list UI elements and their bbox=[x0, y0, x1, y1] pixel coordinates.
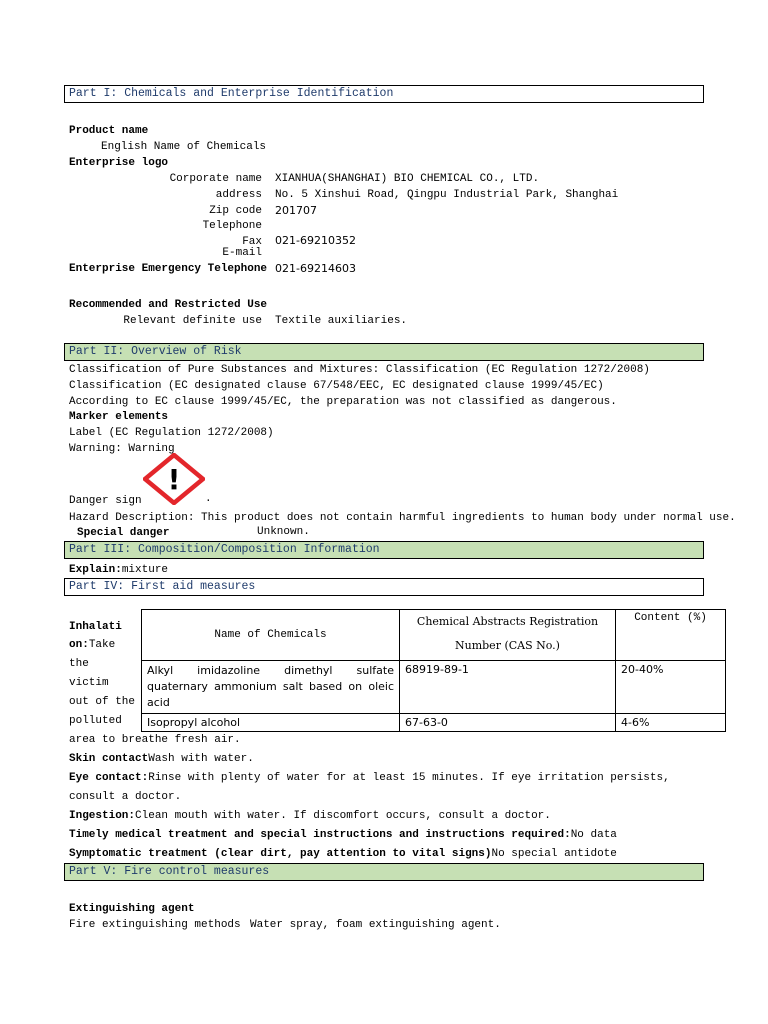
extinguishing-methods-label: Fire extinguishing methods bbox=[69, 919, 241, 931]
symptomatic-line bbox=[69, 847, 617, 861]
composition-table bbox=[141, 609, 726, 732]
section-header-part5: Part V: Fire control measures bbox=[64, 863, 704, 881]
table-row bbox=[142, 661, 726, 714]
row-2-name: Isopropyl alcohol bbox=[142, 714, 400, 732]
eye-contact-line-2: consult a doctor. bbox=[69, 791, 182, 803]
label-regulation-line: Label (EC Regulation 1272/2008) bbox=[69, 427, 274, 439]
zip-label: Zip code bbox=[209, 205, 262, 217]
section-header-part4: Part IV: First aid measures bbox=[64, 578, 704, 596]
row-1-content: 20-40% bbox=[616, 661, 726, 714]
hazard-exclamation-glyph: ! bbox=[167, 463, 181, 496]
special-danger-label: Special danger bbox=[77, 527, 170, 539]
fax-label: Fax bbox=[242, 236, 262, 248]
classification-line-3: According to EC clause 1999/45/EC, the preparation was not classified as dangerous. bbox=[69, 396, 617, 408]
classification-line-1: Classification of Pure Substances and Mixtures: Classification (EC Regulation 1272/2008) bbox=[69, 364, 650, 376]
warning-line: Warning: Warning bbox=[69, 443, 175, 455]
corporate-name-value: XIANHUA(SHANGHAI) BIO CHEMICAL CO., LTD. bbox=[275, 173, 540, 185]
header-cas-line-1: Chemical Abstracts Registration bbox=[416, 615, 599, 628]
ingestion-line bbox=[69, 809, 551, 823]
explain-value: mixture bbox=[121, 564, 169, 576]
inhalation-label-tail: on: bbox=[69, 639, 89, 651]
fax-value: 021-69210352 bbox=[275, 234, 356, 247]
inhalation-line-2-text: Take bbox=[88, 639, 116, 651]
relevant-use-label: Relevant definite use bbox=[123, 315, 262, 327]
row-2-content: 4-6% bbox=[616, 714, 726, 732]
row-1-name: Alkyl imidazoline dimethyl sulfate quaternary ammonium salt based on oleic acid bbox=[142, 661, 400, 714]
header-cas-line-2: Number (CAS No.) bbox=[455, 639, 560, 652]
skin-contact-label: Skin contact bbox=[69, 753, 149, 765]
table-row bbox=[142, 714, 726, 732]
relevant-use-value: Textile auxiliaries. bbox=[275, 315, 408, 327]
skin-contact-line bbox=[69, 752, 254, 766]
product-name-label: Product name bbox=[69, 125, 149, 137]
email-label: E-mail bbox=[222, 247, 262, 259]
recommended-label: Recommended and Restricted Use bbox=[69, 299, 268, 311]
marker-elements-label: Marker elements bbox=[69, 411, 169, 423]
header-content: Content (%) bbox=[616, 610, 726, 661]
inhalation-line-5: out of the bbox=[69, 696, 136, 708]
inhalation-line-4: victim bbox=[69, 677, 109, 689]
english-name-label: English Name of Chemicals bbox=[101, 141, 267, 153]
extinguishing-agent-label: Extinguishing agent bbox=[69, 903, 195, 915]
inhalation-line-6: polluted bbox=[69, 715, 122, 727]
row-2-cas: 67-63-0 bbox=[400, 714, 616, 732]
extinguishing-methods-value: Water spray, foam extinguishing agent. bbox=[250, 919, 501, 931]
hazard-description: Hazard Description: This product does not contain harmful ingredients to human body under normal use. bbox=[69, 512, 736, 524]
explain-line bbox=[69, 563, 168, 577]
emergency-label: Enterprise Emergency Telephone bbox=[69, 263, 268, 275]
telephone-label: Telephone bbox=[202, 220, 262, 232]
timely-treatment-line bbox=[69, 828, 617, 842]
classification-line-2: Classification (EC designated clause 67/548/EEC, EC designated clause 1999/45/EC) bbox=[69, 380, 604, 392]
address-value: No. 5 Xinshui Road, Qingpu Industrial Park, Shanghai bbox=[275, 189, 619, 201]
section-header-part3: Part III: Composition/Composition Information bbox=[64, 541, 704, 559]
inhalation-tail: area to breathe fresh air. bbox=[69, 734, 241, 746]
section-header-part2: Part II: Overview of Risk bbox=[64, 343, 704, 361]
zip-value: 201707 bbox=[275, 204, 317, 217]
explain-label: Explain: bbox=[69, 564, 122, 576]
section-header-part1: Part I: Chemicals and Enterprise Identification bbox=[64, 85, 704, 103]
symptomatic-label: Symptomatic treatment (clear dirt, pay attention to vital signs) bbox=[69, 848, 492, 860]
skin-contact-value: Wash with water. bbox=[148, 753, 254, 765]
hazard-exclamation-icon bbox=[143, 453, 205, 505]
enterprise-logo-label: Enterprise logo bbox=[69, 157, 169, 169]
special-danger-value: Unknown. bbox=[257, 526, 310, 538]
ingestion-value: Clean mouth with water. If discomfort occurs, consult a doctor. bbox=[135, 810, 551, 822]
eye-contact-value: Rinse with plenty of water for at least 15 minutes. If eye irritation persists, bbox=[148, 772, 670, 784]
corporate-name-label: Corporate name bbox=[169, 173, 262, 185]
eye-contact-line bbox=[69, 771, 670, 785]
inhalation-line-3: the bbox=[69, 658, 89, 670]
danger-sign-label: Danger sign bbox=[69, 495, 142, 507]
emergency-value: 021-69214603 bbox=[275, 262, 356, 275]
table-header-row bbox=[142, 610, 726, 661]
ingestion-label: Ingestion: bbox=[69, 810, 136, 822]
timely-treatment-label: Timely medical treatment and special instructions and instructions required: bbox=[69, 829, 571, 841]
address-label: address bbox=[215, 189, 262, 201]
row-1-cas: 68919-89-1 bbox=[400, 661, 616, 714]
inhalation-line-1: Inhalati bbox=[69, 621, 122, 633]
danger-sign-dot: . bbox=[205, 493, 212, 505]
timely-treatment-value: No data bbox=[570, 829, 617, 841]
inhalation-line-2 bbox=[69, 638, 115, 652]
header-name-of-chemicals: Name of Chemicals bbox=[142, 610, 400, 661]
header-cas-number bbox=[400, 610, 616, 661]
symptomatic-value: No special antidote bbox=[491, 848, 617, 860]
eye-contact-label: Eye contact: bbox=[69, 772, 149, 784]
